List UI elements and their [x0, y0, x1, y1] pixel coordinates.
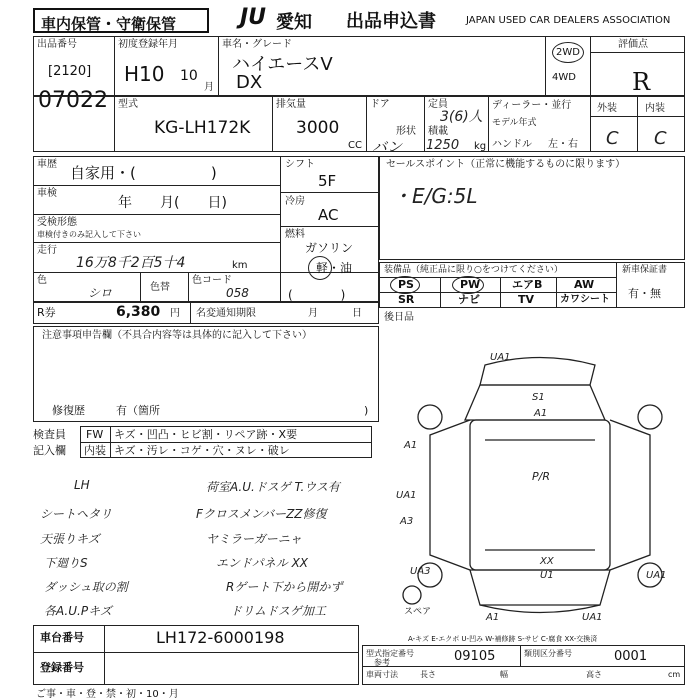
fuel-brackets: ( ) [288, 288, 346, 302]
int-value: C [654, 128, 667, 149]
note-right-2: FクロスメンバーZZ修復 [196, 507, 327, 521]
equip-seat: カワシート [560, 294, 610, 305]
reg-month: 10 [180, 68, 198, 84]
mark-3: A1 [534, 408, 548, 419]
storage-tag [33, 8, 209, 33]
reception-label: 受検形態 [37, 217, 77, 228]
fuel-alt: 軽・油 [316, 261, 353, 275]
wheel-fr [638, 405, 662, 429]
footer-text: ご事・車・登・禁・初・10・月 [36, 689, 179, 700]
length-label: 長さ [420, 670, 436, 679]
shape: バン [372, 138, 403, 156]
name-grade-label: 車名・グレード [222, 39, 292, 50]
mark-1: UA1 [490, 352, 511, 363]
lot-code: [2120] [48, 64, 92, 79]
note-left-4: 下廻りS [44, 556, 88, 570]
equip-aw: AW [574, 278, 595, 291]
note-lh: LH [74, 478, 90, 492]
selling-text: ・E/G:5L [392, 184, 478, 208]
color-code: 058 [226, 286, 249, 300]
fuel-circle [308, 256, 332, 280]
int-line: キズ・汚レ・コゲ・穴・ヌレ・破レ [114, 444, 290, 457]
wheel-fl [418, 405, 442, 429]
color-label: 色 [37, 275, 47, 286]
lot-label: 出品番号 [37, 39, 77, 50]
car-diagram [400, 345, 670, 635]
form-title: 出品申込書 [346, 11, 436, 32]
cc-unit: CC [348, 140, 362, 151]
roof-outline [470, 420, 610, 570]
inspection: 年 月( 日) [118, 195, 227, 211]
mark-2: S1 [532, 392, 545, 403]
note-left-2: シートヘタリ [40, 507, 113, 521]
equip-tv: TV [518, 293, 535, 306]
left-side [430, 420, 470, 570]
doors-label: ドア [370, 99, 390, 110]
mark-13: UA1 [582, 612, 603, 623]
color-change-label: 色替 [150, 282, 170, 293]
caution-label: 注意事項申告欄（不具合内容等は具体的に記入して下さい） [42, 330, 312, 341]
class-number: 0001 [614, 649, 648, 664]
note-right-1: 荷室A.U.ドスゲ T.ウス有 [206, 480, 340, 494]
load-label: 積載 [428, 126, 448, 137]
repair-close: ) [364, 404, 369, 417]
mark-5: P/R [532, 470, 550, 483]
equip-sr: SR [398, 293, 415, 306]
name-change-label: 名変通知期限 [196, 308, 256, 319]
mark-11: UA1 [646, 570, 667, 581]
model-year-label: モデル年式 [492, 118, 537, 128]
r-label: R券 [37, 306, 56, 319]
damage-legend: A-キズ E-エクボ U-凹み W-補修跡 S-サビ C-腐食 XX-交換済 [408, 635, 598, 643]
eval-label: 評価点 [618, 39, 648, 50]
ext-label: 外装 [597, 103, 617, 114]
mark-10: U1 [540, 570, 554, 581]
width-label: 幅 [500, 670, 508, 679]
reg-year: H10 [124, 62, 165, 86]
equip-airbag: エアB [512, 278, 543, 291]
equip-ps: PS [398, 278, 414, 291]
repair-label: 修復歴 [52, 404, 85, 417]
note-left-6: 各A.U.Pキズ [44, 604, 112, 618]
entry-label: 記入欄 [33, 444, 66, 457]
mark-7: A3 [400, 516, 414, 527]
lot-number: 07022 [38, 88, 108, 113]
inspector-label: 検査員 [33, 428, 66, 441]
shift-label: シフト [285, 159, 315, 170]
mileage-label: 走行 [37, 245, 57, 256]
ac-label: 冷房 [285, 196, 305, 207]
equipment-label: 装備品（純正品に限り○をつけてください） [384, 265, 563, 275]
association-name: JAPAN USED CAR DEALERS ASSOCIATION [466, 15, 671, 26]
capacity-label: 定員 [428, 99, 448, 110]
cm-unit: cm [668, 670, 681, 679]
logo-mark: JU [240, 5, 267, 30]
dealer-label: ディーラー・並行 [492, 100, 572, 111]
mark-9: XX [540, 556, 554, 567]
grade: DX [236, 72, 263, 93]
mark-8: UA3 [410, 566, 431, 577]
drive-2wd: 2WD [552, 42, 584, 63]
displacement: 3000 [296, 118, 340, 138]
warranty-label: 新車保証書 [622, 265, 668, 275]
drive-4wd: 4WD [552, 72, 576, 83]
note-right-6: ドリムドスゲ加工 [230, 604, 326, 618]
model-cat: 09105 [454, 649, 496, 664]
fw-line: キズ・凹凸・ヒビ割・リペア跡・X要 [114, 428, 298, 441]
note-left-3: 天張りキズ [40, 532, 100, 546]
model-cat-label: 型式指定番号 [366, 649, 414, 658]
handle-options: 左・右 [548, 139, 578, 150]
selling-label: セールスポイント（正常に機能するものに限ります） [386, 159, 626, 170]
inspection-label: 車検 [37, 188, 57, 199]
warranty-options: 有・無 [628, 287, 661, 300]
mark-6: UA1 [396, 490, 417, 501]
car-name: ハイエースV [232, 54, 333, 75]
ac: AC [318, 206, 339, 224]
ext-value: C [606, 128, 619, 149]
displacement-label: 排気量 [276, 99, 306, 110]
pw-circle [452, 276, 484, 294]
fuel-label: 燃料 [285, 229, 305, 240]
later-label: 後日品 [384, 312, 414, 323]
spare-label: スペア [404, 607, 432, 617]
chassis-number: LH172-6000198 [156, 628, 285, 647]
mark-12: A1 [486, 612, 500, 623]
height-label: 高さ [586, 670, 602, 679]
kg-unit: kg [474, 141, 487, 152]
storage-tag-text: 車内保管・守衛保管 [41, 15, 177, 33]
right-side [610, 420, 650, 570]
note-right-4: エンドパネル XX [216, 556, 309, 570]
reception-note: 車検付きのみ記入して下さい [37, 230, 141, 239]
eval-value: R [632, 68, 651, 96]
equip-navi: ナビ [458, 293, 480, 306]
r-value: 6,380 [116, 304, 161, 320]
handle-label: ハンドル [492, 139, 532, 150]
ref-label: 参考 [374, 658, 390, 667]
chassis-label: 車台番号 [40, 631, 84, 644]
month-label: 月 [308, 308, 318, 319]
history: 自家用・( ) [70, 164, 217, 182]
shape-label: 形状 [396, 126, 416, 137]
logo-name: 愛知 [276, 12, 312, 33]
size-label: 車両寸法 [366, 670, 398, 679]
shift: 5F [318, 172, 337, 190]
month-unit: 月 [204, 82, 214, 93]
km-unit: km [232, 260, 248, 271]
spare-tire [403, 586, 421, 604]
model: KG-LH172K [154, 118, 251, 138]
int-label: 内装 [645, 103, 665, 114]
reg-number-label: 登録番号 [40, 661, 84, 674]
equip-pw: PW [460, 278, 481, 291]
fw-label: FW [86, 428, 104, 441]
note-left-5: ダッシュ取の割 [44, 580, 128, 594]
fuel: ガソリン [305, 241, 354, 255]
model-label: 型式 [118, 99, 138, 110]
history-label: 車歴 [37, 159, 57, 170]
color: シロ [88, 286, 113, 300]
mileage: 16万8千2百5十4 [76, 255, 186, 271]
ps-circle [390, 276, 420, 294]
repair-value: 有（箇所 [116, 404, 160, 417]
first-reg-label: 初度登録年月 [118, 39, 178, 50]
mark-4: A1 [404, 440, 418, 451]
class-label: 類別区分番号 [524, 649, 572, 658]
note-right-5: Rゲート下から開かず [226, 580, 343, 594]
color-code-label: 色コード [192, 275, 232, 286]
load: 1250 [426, 138, 460, 153]
capacity: 3(6)人 [440, 109, 483, 125]
note-right-3: ヤミラーガーニャ [206, 532, 302, 546]
day-label: 日 [352, 308, 362, 319]
int-check-label: 内装 [84, 444, 106, 457]
yen-unit: 円 [170, 308, 180, 319]
